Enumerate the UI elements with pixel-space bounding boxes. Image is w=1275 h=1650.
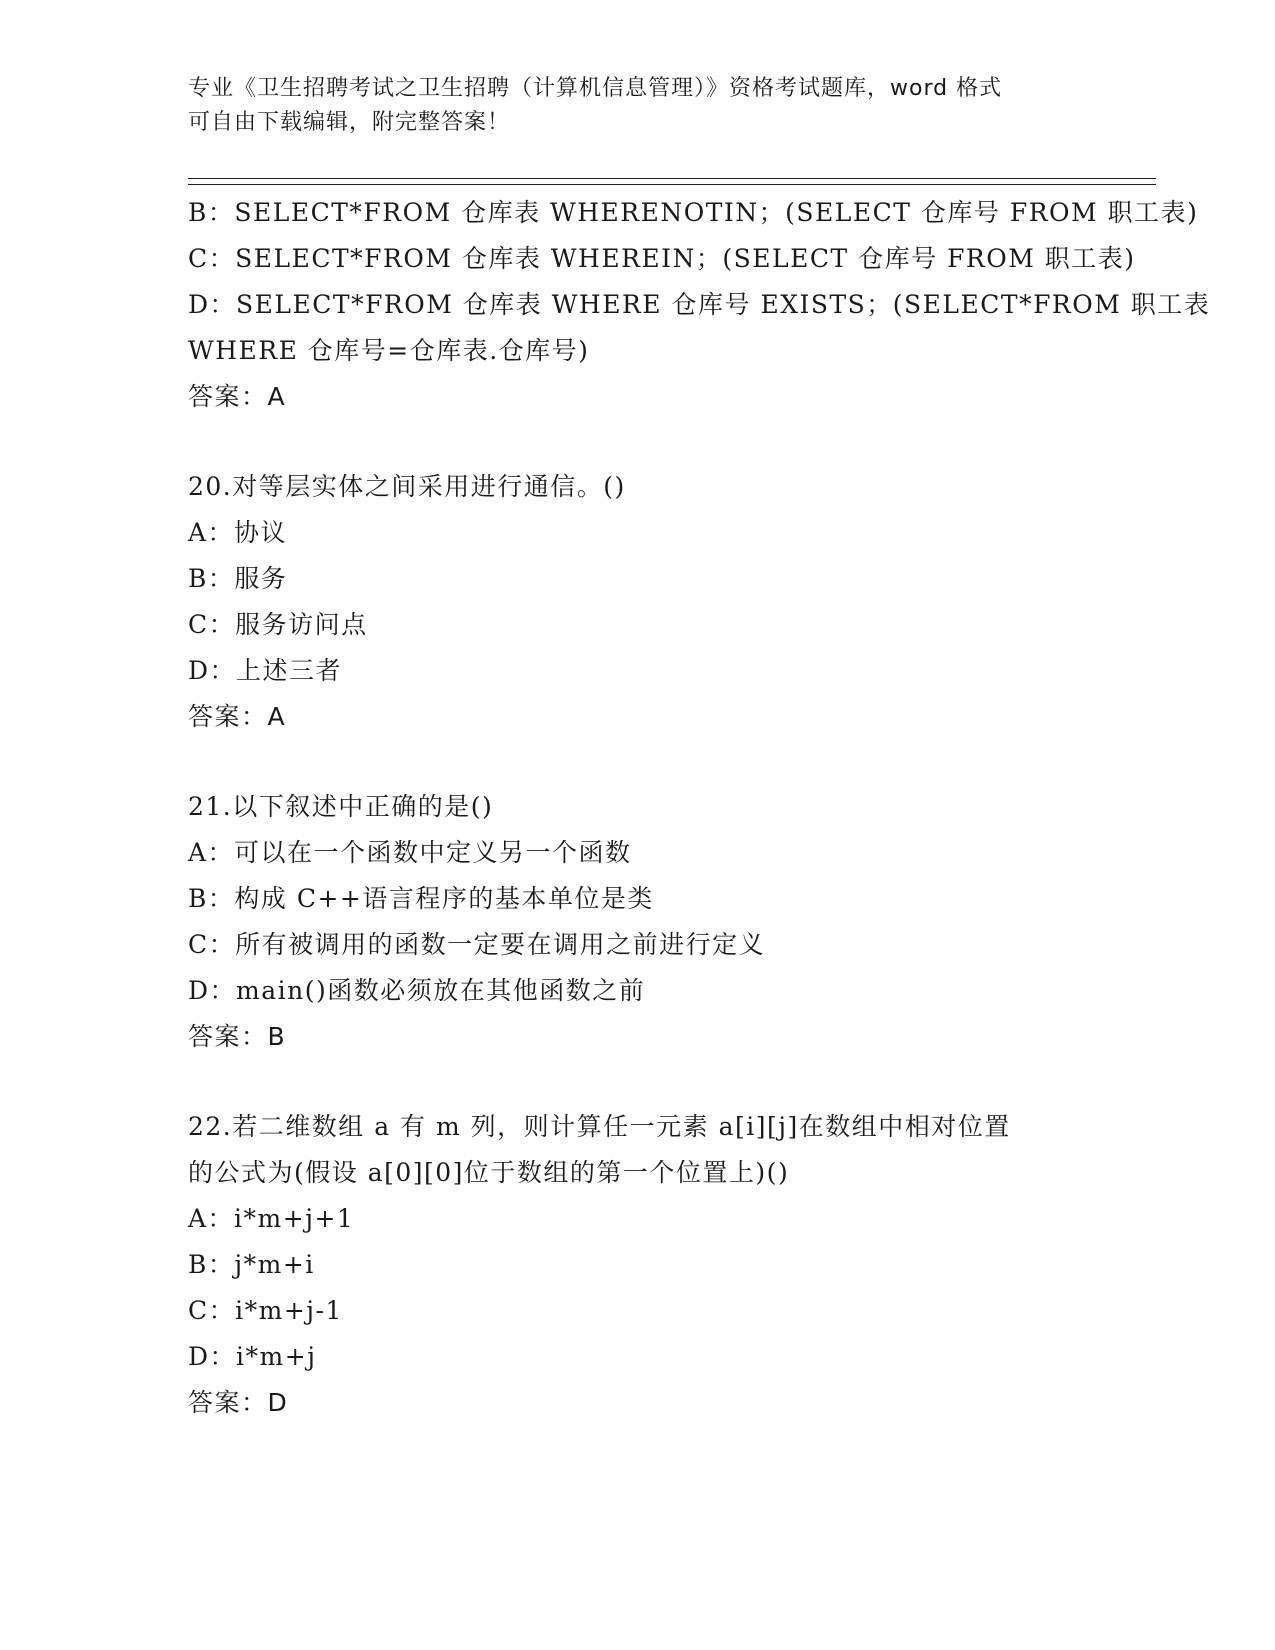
spacer (188, 740, 1148, 784)
header-title-line-1: 专业《卫生招聘考试之卫生招聘（计算机信息管理）》资格考试题库，word 格式 (188, 76, 1003, 101)
question-22-option-c: C：i*m+j-1 (188, 1296, 343, 1325)
spacer (188, 1060, 1148, 1104)
document-header (188, 72, 1088, 140)
question-19-option-c: C：SELECT*FROM 仓库表 WHEREIN；(SELECT 仓库号 FROM 职工表) (188, 244, 1136, 273)
question-19-answer: 答案：A (188, 382, 287, 411)
header-divider-top (188, 178, 1156, 179)
question-22-option-b: B：j*m+i (188, 1250, 315, 1279)
question-22-option-a: A：i*m+j+1 (188, 1204, 355, 1233)
question-21-option-b: B：构成 C++语言程序的基本单位是类 (188, 884, 654, 913)
question-19-fragment (188, 190, 1211, 420)
question-20-option-a: A：协议 (188, 518, 288, 547)
header-title-line-2: 可自由下载编辑，附完整答案！ (188, 110, 511, 135)
header-divider-bottom (188, 184, 1156, 185)
question-21-option-a: A：可以在一个函数中定义另一个函数 (188, 838, 632, 867)
question-19-option-d-line-1: D：SELECT*FROM 仓库表 WHERE 仓库号 EXISTS；(SELECT*FROM 职工表 (188, 290, 1211, 319)
question-19-option-d-line-2: WHERE 仓库号=仓库表.仓库号) (188, 336, 590, 365)
question-22-text-line-2: 的公式为(假设 a[0][0]位于数组的第一个位置上)() (188, 1158, 790, 1187)
question-20-text: 20.对等层实体之间采用进行通信。() (188, 472, 626, 501)
question-20-answer: 答案：A (188, 702, 287, 731)
question-22-text-line-1: 22.若二维数组 a 有 m 列，则计算任一元素 a[i][j]在数组中相对位置 (188, 1112, 1011, 1141)
question-list (188, 190, 1211, 1426)
question-22-option-d: D：i*m+j (188, 1342, 317, 1371)
question-21-answer: 答案：B (188, 1022, 287, 1051)
spacer (188, 420, 1148, 464)
question-21-option-c: C：所有被调用的函数一定要在调用之前进行定义 (188, 930, 766, 959)
question-22 (188, 1104, 1148, 1426)
question-20-option-c: C：服务访问点 (188, 610, 368, 639)
question-19-option-b: B：SELECT*FROM 仓库表 WHERENOTIN；(SELECT 仓库号 FROM 职工表) (188, 198, 1199, 227)
question-21-text: 21.以下叙述中正确的是() (188, 792, 494, 821)
question-20-option-d: D：上述三者 (188, 656, 343, 685)
question-20-option-b: B：服务 (188, 564, 288, 593)
question-21-option-d: D：main()函数必须放在其他函数之前 (188, 976, 646, 1005)
question-22-answer: 答案：D (188, 1388, 289, 1417)
question-21 (188, 784, 1148, 1060)
question-20 (188, 464, 1148, 740)
